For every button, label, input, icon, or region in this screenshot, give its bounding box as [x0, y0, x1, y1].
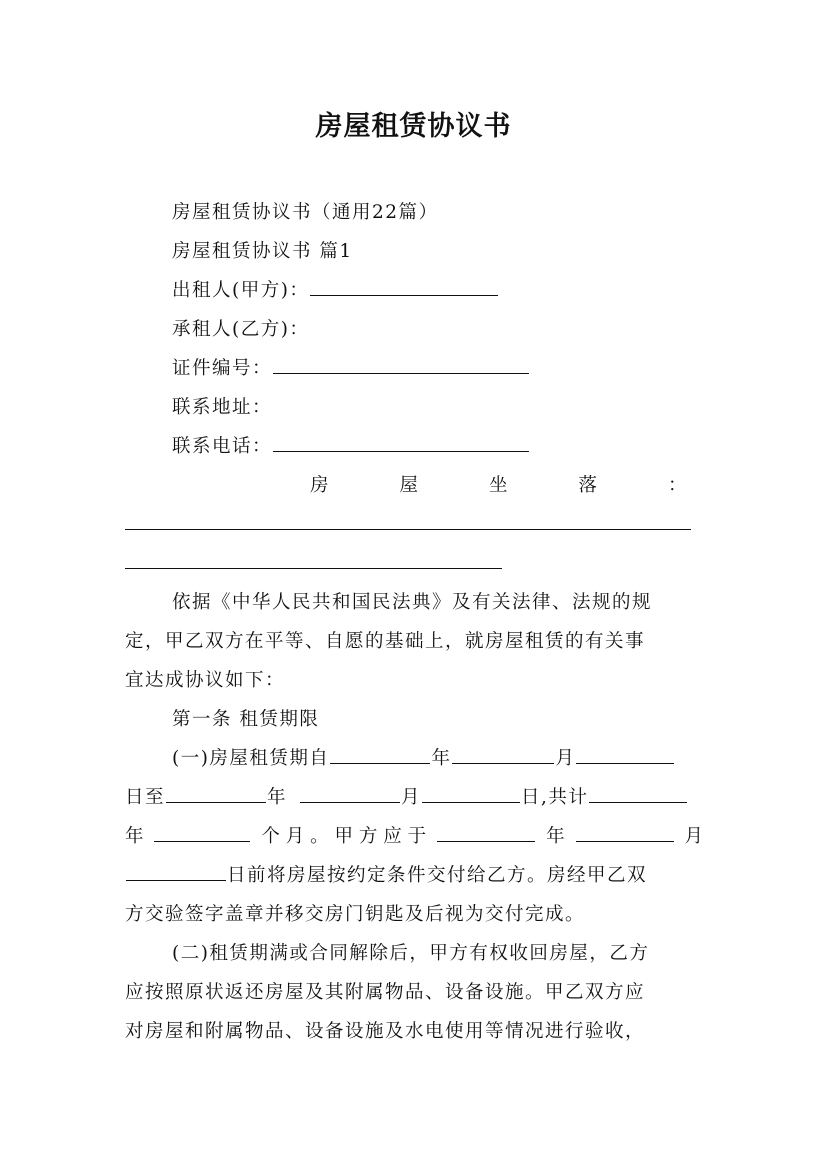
location-blank-1: [125, 529, 691, 530]
location-char: 屋: [399, 475, 420, 496]
paragraph-line: 依据《中华人民共和国民法典》及有关法律、法规的规: [172, 592, 653, 613]
term-text: 月: [684, 826, 703, 847]
term-text: (一)房屋租赁期自: [172, 748, 330, 769]
id-number-blank: [273, 355, 529, 374]
paragraph-line: 应按照原状返还房屋及其附属物品、设备设施。甲乙双方应: [125, 982, 646, 1003]
lessee-line: [172, 315, 752, 341]
term-blank: [452, 745, 554, 764]
id-number-label: 证件编号：: [172, 358, 273, 379]
term-text: 日,共计: [521, 787, 589, 808]
document-title: 房屋租赁协议书: [315, 111, 512, 142]
term-blank: [589, 784, 687, 803]
term-blank: [330, 745, 430, 764]
lessor-blank: [310, 277, 498, 296]
location-char: 坐: [488, 475, 509, 496]
paragraph-line: (二)租赁期满或合同解除后，甲方有权收回房屋，乙方: [172, 943, 650, 964]
id-number-line: [172, 354, 752, 380]
term-text: 日至: [125, 787, 166, 808]
lessor-line: [172, 276, 752, 302]
article-heading: 第一条 租赁期限: [172, 709, 320, 730]
term-text: 年: [546, 826, 565, 847]
term-text: 年: [125, 826, 144, 847]
term-blank: [166, 784, 266, 803]
term-text: 日前将房屋按约定条件交付给乙方。房经甲乙双: [227, 865, 648, 886]
term-blank: [154, 823, 250, 842]
term-line-1: [172, 744, 752, 770]
term-text: 个 月 。 甲 方 应 于: [261, 826, 427, 847]
term-blank: [437, 823, 535, 842]
paragraph-line: 方交验签字盖章并移交房门钥匙及后视为交付完成。: [125, 904, 586, 925]
location-blank-2: [125, 568, 502, 569]
term-blank: [422, 784, 520, 803]
term-line-4: [125, 861, 705, 887]
address-label: 联系地址：: [172, 397, 273, 418]
term-blank: [576, 745, 674, 764]
paragraph-line: 定，甲乙双方在平等、自愿的基础上，就房屋租赁的有关事: [125, 631, 646, 652]
location-char: 落: [578, 475, 599, 496]
doc-subtitle: 房屋租赁协议书（通用22篇）: [172, 202, 439, 223]
term-blank: [576, 823, 674, 842]
lessor-label: 出租人(甲方)：: [172, 280, 310, 301]
location-line: [310, 471, 688, 497]
term-text: 月: [555, 748, 576, 769]
term-text: 月: [401, 787, 422, 808]
phone-line: [172, 432, 752, 458]
term-blank: [126, 862, 226, 881]
lessee-label: 承租人(乙方)：: [172, 319, 310, 340]
term-text: 年: [431, 748, 452, 769]
term-text: 年: [267, 787, 288, 808]
location-char: 房: [310, 475, 331, 496]
paragraph-line: 对房屋和附属物品、设备设施及水电使用等情况进行验收，: [125, 1021, 646, 1042]
term-blank: [300, 784, 400, 803]
paragraph-line: 宜达成协议如下：: [125, 670, 286, 691]
address-line: [172, 393, 752, 419]
location-char: ：: [667, 475, 688, 496]
phone-blank: [273, 433, 529, 452]
term-line-2: [125, 783, 705, 809]
term-line-3: [125, 822, 705, 848]
phone-label: 联系电话：: [172, 436, 273, 457]
section-heading: 房屋租赁协议书 篇1: [172, 241, 353, 262]
